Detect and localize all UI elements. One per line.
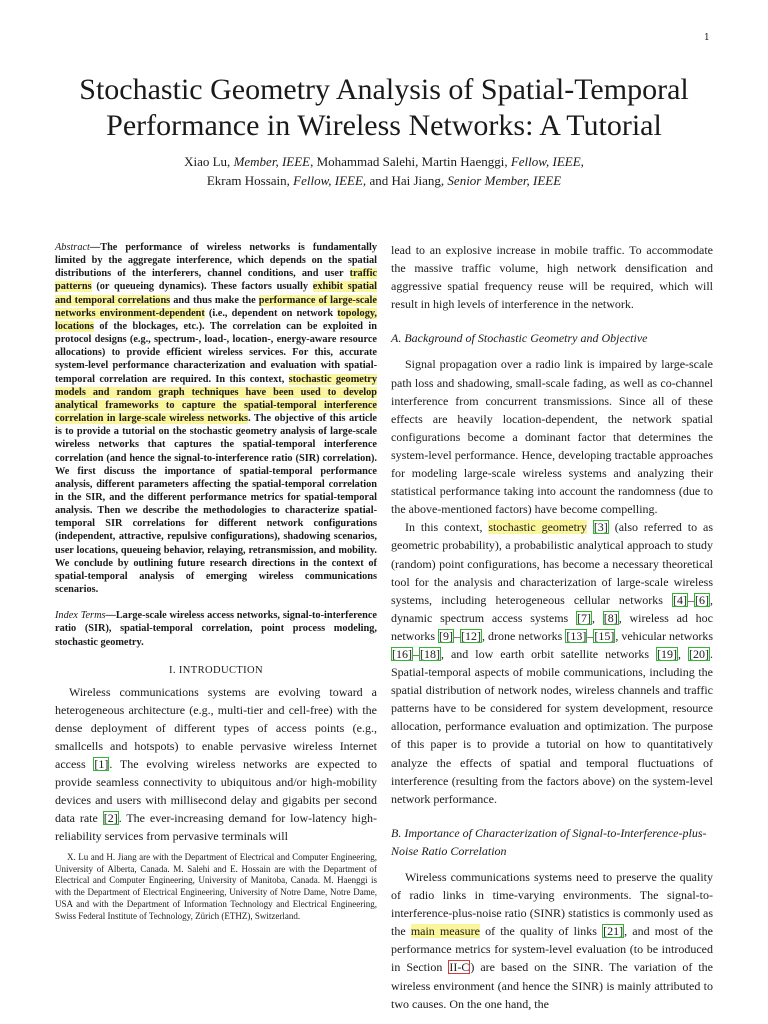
- section-reference-link[interactable]: II-C: [449, 960, 470, 975]
- author-text: , Mohammad Salehi, Martin Haenggi,: [310, 154, 511, 169]
- text: –: [413, 646, 419, 661]
- citation-link[interactable]: [3]: [593, 520, 608, 535]
- author-affiliation-footnote: X. Lu and H. Jiang are with the Department of Electrical and Computer Engineering, University of Alberta, Canada. M. Salehi and E. Hossain are with the Department of Electrical and Computer Engineering, University of Manitoba, Canada. M. Haenggi is with the Department of Electrical Engineering, University of Notre Dame, Notre Dame, USA and with the Department of Information Technology and Electrical Engineering, Swiss Federal Institute of Technology, Zürich (ETHZ), Switzerland.: [55, 852, 377, 921]
- author-list: [40, 152, 728, 190]
- citation-link[interactable]: [21]: [603, 924, 624, 939]
- author-text: and Hai Jiang,: [366, 173, 448, 188]
- subsection-b-body: [391, 868, 713, 1013]
- text: –: [688, 592, 694, 607]
- highlight[interactable]: main measure: [410, 924, 480, 939]
- abstract-text: (or queueing dynamics). These factors usually: [91, 281, 313, 293]
- text: , and low earth orbit satellite networks: [441, 646, 657, 661]
- citation-link[interactable]: [8]: [603, 610, 618, 625]
- abstract-text: —The performance of wireless networks is fundamentally limited by the aggregate interference, which depends on the spatial distributions of the interferers, channel conditions, and user: [55, 242, 377, 280]
- section-heading-introduction: I. INTRODUCTION: [168, 664, 264, 676]
- text: (also referred to as geometric probability), a probabilistic analytical approach to study (random) point configurations, has become a necessary theoretical tool for the analysis and characterization of large-scale wireless systems, including heterogeneous cellular networks: [391, 520, 714, 607]
- text: –: [587, 628, 594, 643]
- left-column: [55, 241, 377, 846]
- abstract: [55, 241, 377, 596]
- author-role: Senior Member, IEEE: [447, 173, 562, 188]
- subsection-heading-a: A. Background of Stochastic Geometry and Objective: [391, 331, 648, 346]
- author-role: Fellow, IEEE,: [510, 154, 584, 169]
- subsection-a-body: [391, 355, 713, 807]
- abstract-text: of the blockages, etc.). The correlation can be exploited in protocol designs (e.g., spectrum-, load-, location-, energy-aware resource allocations) to provide efficient wireless services. For this, accurate system-level performance characterization and evaluation with spatial-temporal correlation are required. In this context,: [55, 320, 377, 385]
- paragraph: [391, 518, 713, 808]
- index-terms-text: —Large-scale wireless access networks, signal-to-interference ratio (SIR), spatial-temporal correlation, point process modeling, stochastic geometry.: [55, 610, 377, 648]
- abstract-text: . The objective of this article is to provide a tutorial on the stochastic geometry analysis of large-scale wireless networks that captures the spatial-temporal interference correlation (and hence the signal-to-interference ratio (SIR) correlation). We first discuss the importance of spatial-temporal performance analysis, different parameters affecting the spatial-temporal correlation in the SIR, and the different performance metrics for spatial-temporal analysis. Then we describe the methodologies to characterize spatial-temporal SIR correlations for different network configurations (independent, attractive, repulsive configurations), shadowing scenarios, user locations, queueing behavior, relaying, retransmission, and mobility. We conclude by outlining future research directions in the context of spatial-temporal analysis of emerging wireless communications scenarios.: [55, 413, 377, 596]
- text: , dynamic spectrum access systems: [391, 592, 713, 625]
- title-line-1: Stochastic Geometry Analysis of Spatial-Temporal: [79, 73, 689, 106]
- text: , vehicular networks: [615, 628, 713, 643]
- text: . The ever-increasing demand for low-latency high-reliability services from pervasive terminals will: [55, 811, 378, 844]
- text: –: [454, 628, 460, 643]
- citation-link[interactable]: [9]: [439, 628, 453, 643]
- citation-link[interactable]: [6]: [695, 592, 709, 607]
- page-number: 1: [704, 33, 710, 43]
- citation-link[interactable]: [2]: [103, 811, 118, 826]
- intro-body: [55, 683, 377, 846]
- citation-link[interactable]: [12]: [461, 628, 481, 643]
- highlight[interactable]: traffic patterns: [55, 268, 377, 293]
- highlight[interactable]: topology, locations: [55, 307, 377, 332]
- citation-link[interactable]: [15]: [594, 628, 615, 643]
- abstract-label: Abstract: [55, 242, 90, 253]
- text: ,: [591, 610, 603, 625]
- abstract-text: and thus make the: [170, 294, 259, 306]
- intro-continuation: [391, 241, 713, 313]
- author-text: Xiao Lu,: [184, 154, 234, 169]
- text: Wireless communications systems need to preserve the quality of radio links in time-varying environments. The signal-to-interference-plus-noise ratio (SINR) statistics is commonly used as the: [391, 870, 713, 939]
- citation-link[interactable]: [20]: [689, 646, 709, 661]
- citation-link[interactable]: [4]: [673, 592, 687, 607]
- citation-link[interactable]: [7]: [576, 610, 591, 625]
- abstract-text: (i.e., dependent on network: [204, 307, 338, 319]
- author-role: Fellow, IEEE,: [293, 173, 367, 188]
- index-terms-label: Index Terms: [55, 610, 106, 622]
- highlight[interactable]: performance of large-scale networks environment-dependent: [55, 294, 377, 319]
- citation-link[interactable]: [18]: [420, 646, 440, 661]
- author-line-1: [40, 152, 728, 171]
- paragraph: [391, 868, 713, 1013]
- citation-link[interactable]: [13]: [566, 628, 587, 643]
- text: ) are based on the SINR. The variation of the wireless environment (and hence the SINR) is mainly attributed to two causes. On the one hand, the: [391, 960, 714, 1011]
- author-text: Ekram Hossain,: [206, 173, 294, 188]
- author-role: Member, IEEE: [233, 154, 311, 169]
- index-terms: [55, 609, 377, 648]
- citation-link[interactable]: [19]: [657, 646, 678, 661]
- text: of the quality of links: [479, 924, 603, 939]
- paragraph: Signal propagation over a radio link is impaired by large-scale path loss and shadowing, small-scale fading, as well as co-channel interference from concurrent transmissions. Since all of these effects are heavily location-dependent, the network spatial configurations become a dominant factor that determines the system-level performance. Hence, developing tractable approaches for modeling large-scale wireless systems and analyzing their statistical performance taking into account the randomness (due to the above-mentioned factors) have become compelling.: [391, 357, 713, 517]
- paragraph: lead to an explosive increase in mobile traffic. To accommodate the massive traffic volume, high network densification and aggressive spatial frequency reuse will be required, which will result in high levels of interference in the network.: [391, 243, 713, 312]
- author-line-2: [40, 171, 728, 190]
- text: , drone networks: [482, 628, 566, 643]
- title-line-2: Performance in Wireless Networks: A Tutorial: [106, 109, 662, 142]
- citation-link[interactable]: [16]: [392, 646, 412, 661]
- text: . Spatial-temporal aspects of mobile communications, including the spatial distribution of network nodes, wireless channels and traffic patterns have to be considered for system development, resource allocation, performance evaluation and optimization. The purpose of this paper is to provide a tutorial on how to quantitatively analyze the effects of spatial and temporal fluctuations of interference (resulting from the factors above) on the system-level network performance.: [391, 646, 713, 806]
- highlight[interactable]: stochastic geometry: [488, 520, 587, 535]
- highlight[interactable]: exhibit spatial and temporal correlations: [55, 281, 377, 306]
- text: Wireless communications systems are evolving toward a heterogeneous architecture (e.g., multi-tier and cell-free) with the dense deployment of different types of access points (e.g., smallcells and hotspots) to enable pervasive wireless Internet access: [55, 684, 377, 772]
- paper-title: [40, 72, 728, 144]
- right-column: [391, 241, 713, 1013]
- text: , and most of the performance metrics for system-level evaluation (to be introduced in Section: [391, 924, 713, 975]
- text: In this context,: [405, 520, 489, 535]
- paragraph: [55, 683, 377, 846]
- highlight[interactable]: stochastic geometry models and random graph techniques have been used to develop analytical frameworks to capture the spatial-temporal interference correlation in large-scale wireless networks: [55, 373, 377, 425]
- text: , wireless ad hoc networks: [391, 610, 713, 643]
- text: ,: [678, 646, 688, 661]
- citation-link[interactable]: [1]: [94, 757, 109, 772]
- subsection-heading-b: B. Importance of Characterization of Signal-to-Interference-plus-Noise Ratio Correlation: [391, 825, 707, 858]
- text: . The evolving wireless networks are expected to provide seamless connectivity to ubiquitous and/or high-mobility devices and users with millisecond delay and gigabits per second data rate: [55, 757, 377, 826]
